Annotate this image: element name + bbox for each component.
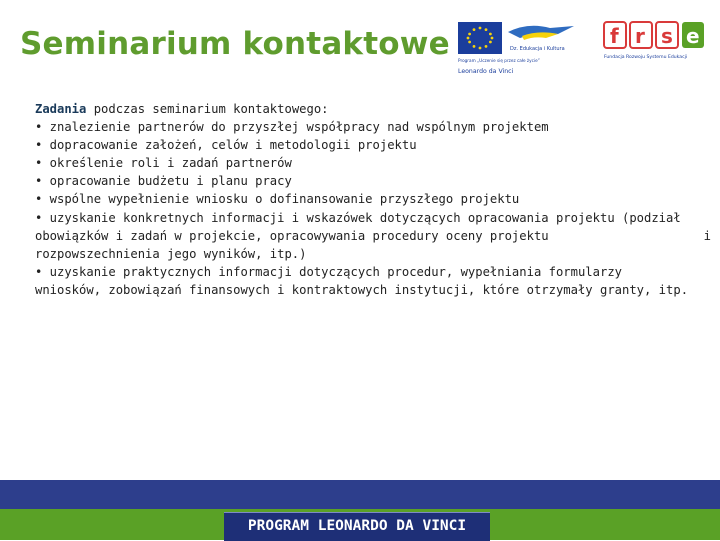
svg-text:r: r: [635, 24, 645, 48]
task-item: • uzyskanie konkretnych informacji i wskazówek dotyczących opracowania projektu (podział: [35, 210, 681, 225]
task-item-continued: [35, 227, 711, 245]
page-title: Seminarium kontaktowe: [20, 26, 450, 62]
task-item: • określenie roli i zadań partnerów: [35, 156, 292, 171]
tasks-lead-bold: Zadania: [35, 102, 87, 116]
tasks-lead: [35, 100, 715, 118]
svg-text:Leonardo da Vinci: Leonardo da Vinci: [458, 68, 514, 75]
task-item: • uzyskanie praktycznych informacji dotyczących procedur, wypełniania formularzy: [35, 264, 622, 279]
eu-llp-leonardo-logo: [458, 22, 576, 76]
svg-text:e: e: [686, 24, 700, 48]
svg-text:Dz. Edukacja i Kultura: Dz. Edukacja i Kultura: [510, 46, 565, 52]
seminar-tasks-text: [35, 100, 715, 299]
svg-text:s: s: [661, 24, 673, 48]
task-text-part: obowiązków i zadań w projekcie, opracowywania procedury oceny projektu: [35, 228, 549, 243]
footer-program-label: PROGRAM LEONARDO DA VINCI: [224, 512, 490, 541]
task-item-continued: wniosków, zobowiązań finansowych i kontraktowych instytucji, które otrzymały granty, itp.: [35, 282, 689, 297]
frse-logo: [602, 20, 706, 64]
task-item-continued: rozpowszechnienia jego wyników, itp.): [35, 246, 307, 261]
footer-blue-band: [0, 480, 720, 509]
svg-text:Fundacja Rozwoju Systemu Eduka: Fundacja Rozwoju Systemu Edukacji: [604, 55, 688, 60]
task-item: • znalezienie partnerów do przyszłej współpracy nad wspólnym projektem: [35, 120, 549, 135]
task-item: • opracowanie budżetu i planu pracy: [35, 174, 292, 189]
tasks-lead-rest: podczas seminarium kontaktowego:: [86, 102, 329, 116]
task-text-part: i: [703, 228, 711, 243]
task-item: • wspólne wypełnienie wniosku o dofinansowanie przyszłego projektu: [35, 192, 520, 207]
svg-text:Program „Uczenie się przez cał: Program „Uczenie się przez całe życie”: [458, 58, 540, 63]
svg-text:f: f: [610, 24, 619, 48]
task-item: • dopracowanie założeń, celów i metodologii projektu: [35, 138, 417, 153]
